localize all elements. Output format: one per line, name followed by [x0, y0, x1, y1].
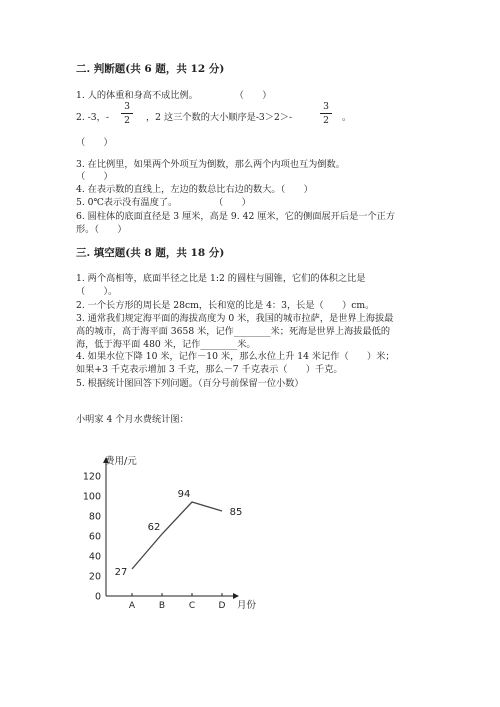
fraction-three-halves: [121, 101, 133, 126]
section-title-judgement: 二. 判断题(共 6 题，共 12 分): [76, 63, 225, 75]
y-tick-labels: [83, 472, 101, 603]
x-tick-label: A: [128, 601, 136, 611]
fraction-three-halves-2: [320, 101, 332, 126]
question-2-4: 4. 在表示数的直线上，左边的数总比右边的数大。（ ）: [76, 184, 313, 195]
question-3-3-line1: 3. 通常我们规定海平面的海拔高度为 0 米，我国的城市拉萨，是世界上海拔最: [76, 313, 394, 324]
y-tick-label: 120: [82, 471, 101, 483]
question-3-4-line1: 4. 如果水位下降 10 米，记作－10 米，那么水位上升 14 米记作（ ）米；: [76, 351, 395, 362]
y-tick-label: 0: [94, 591, 101, 603]
data-label: 94: [177, 489, 191, 500]
question-2-2-part2: ，2 这三个数的大小顺序是-3＞2＞-: [146, 112, 293, 123]
question-3-4-line2: 如果+3 千克表示增加 3 千克，那么－7 千克表示（ ）千克。: [76, 364, 343, 375]
x-tick-label: B: [158, 601, 166, 611]
fraction-numerator: 3: [323, 101, 329, 112]
chart-caption: 小明家 4 个月水费统计图：: [76, 414, 189, 425]
question-3-5: 5. 根据统计图回答下列问题。（百分号前保留一位小数）: [76, 378, 304, 389]
fraction-bar: [320, 113, 332, 114]
y-tick-label: 80: [88, 511, 101, 523]
fraction-bar: [121, 113, 133, 114]
series-water-fee: [115, 489, 243, 578]
data-label: 62: [147, 522, 161, 533]
data-label: 27: [114, 567, 128, 578]
y-tick-label: 40: [88, 551, 101, 563]
fraction-numerator: 3: [124, 101, 130, 112]
question-3-2: 2. 一个长方形的周长是 28cm，长和宽的比是 4：3，长是（ ）cm。: [76, 300, 375, 311]
series-line: [132, 502, 222, 569]
question-2-5: 5. 0℃表示没有温度了。 （ ）: [76, 197, 251, 208]
fraction-denominator: 2: [323, 115, 329, 126]
x-axis-label: 月份: [237, 600, 257, 611]
question-3-3-line2: 高的城市，高于海平面 3658 米，记作________米；死海是世界上海拔最低的: [76, 326, 391, 337]
water-fee-line-chart: [82, 450, 280, 620]
data-label: 85: [229, 507, 243, 518]
x-tick-label: D: [218, 601, 226, 611]
y-tick-label: 20: [88, 571, 101, 583]
question-2-2-part1: 2. -3，-: [76, 112, 109, 123]
x-tick-label: C: [188, 601, 196, 611]
section-title-fill-blank: 三. 填空题(共 8 题，共 18 分): [76, 247, 225, 259]
question-2-1: 1. 人的体重和身高不成比例。 （ ）: [76, 90, 272, 101]
question-2-6-line1: 6. 圆柱体的底面直径是 3 厘米，高是 9. 42 厘米，它的侧面展开后是一个正方: [76, 211, 396, 222]
question-3-3-line3: 海，低于海平面 480 米，记作________米。: [76, 339, 256, 350]
question-2-3: 3. 在比例里，如果两个外项互为倒数，那么两个内项也互为倒数。: [76, 159, 345, 170]
question-2-2-part3: 。: [342, 112, 352, 123]
question-2-6-line2: 形。（ ）: [76, 224, 127, 235]
fraction-denominator: 2: [124, 115, 130, 126]
question-3-1-line2: （ ）。: [76, 286, 118, 297]
question-2-3-paren: （ ）: [76, 171, 113, 182]
question-2-2-paren: （ ）: [76, 137, 113, 148]
y-tick-label: 100: [82, 491, 101, 503]
y-tick-label: 60: [88, 531, 101, 543]
y-axis-label: 费用/元: [105, 456, 137, 467]
question-3-1-line1: 1. 两个高相等，底面半径之比是 1:2 的圆柱与圆锥，它们的体积之比是: [76, 273, 366, 284]
